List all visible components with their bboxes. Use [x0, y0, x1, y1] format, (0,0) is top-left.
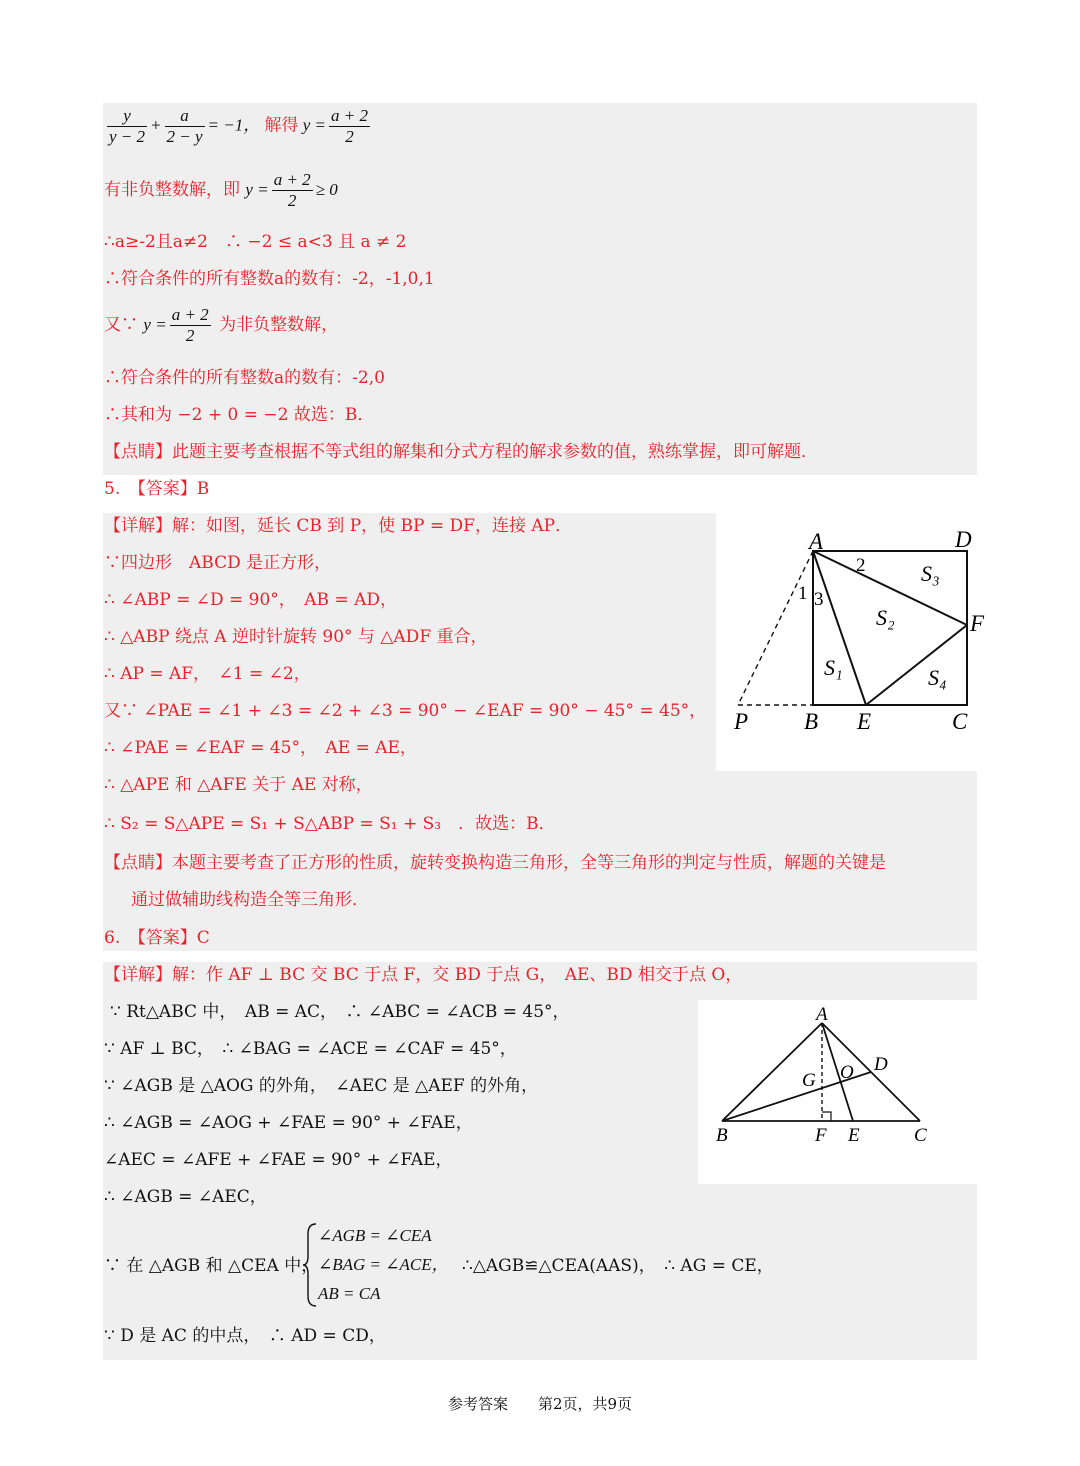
q6-line-4: ∵ ∠AGB 是 △AOG 的外角， ∠AEC 是 △AEF 的外角，	[104, 1076, 539, 1096]
system-brace	[302, 1222, 318, 1308]
q6-answer-header: 6. 【答案】C	[104, 928, 210, 948]
label-S4: S₄	[928, 665, 947, 690]
q6-line-1: 【详解】解：作 AF ⊥ BC 交 BC 于点 F，交 BD 于点 G， AE、BD 相交于点 O，	[104, 965, 743, 985]
label-D: D	[874, 1054, 888, 1075]
q5-line-8: ∴ △APE 和 △AFE 关于 AE 对称，	[104, 775, 373, 795]
page-footer: 参考答案 第2页，共9页	[447, 1395, 633, 1413]
q4-equation-line: $\frac{y}{y - 2}$ + $\frac{a}{2 - y}$ = −1， 解得 y = $\frac{a + 2}{2}$	[109, 106, 369, 146]
label-A: A	[809, 529, 824, 554]
q5-line-3: ∴ ∠ABP = ∠D = 90°， AB = AD，	[104, 590, 398, 610]
q4-line-3: ∴a≥-2且a≠2 ∴ −2 ≤ a<3 且 a ≠ 2	[104, 232, 407, 252]
label-1: 1	[798, 583, 808, 604]
label-B: B	[716, 1125, 728, 1146]
q6-line-6: ∠AEC = ∠AFE + ∠FAE = 90° + ∠FAE，	[104, 1150, 453, 1170]
label-C: C	[914, 1125, 927, 1146]
label-G: G	[802, 1070, 816, 1091]
label-A: A	[816, 1004, 828, 1025]
q5-line-6: 又∵ ∠PAE = ∠1 + ∠3 = ∠2 + ∠3 = 90° − ∠EAF = 90° − 45° = 45°，	[104, 701, 707, 721]
label-F: F	[970, 611, 985, 636]
q6-line-8-head: ∵ 在 △AGB 和 △CEA 中，	[104, 1256, 319, 1276]
label-3: 3	[814, 589, 824, 610]
q5-line-9: ∴ S₂ = S△APE = S₁ + S△ABP = S₁ + S₃ ．故选：B．	[104, 814, 556, 834]
q4-line-7: ∴其和为 −2 + 0 = −2 故选：B．	[104, 405, 375, 425]
q6-system-row-1: ∠AGB = ∠CEA	[318, 1226, 432, 1245]
q5-answer-header: 5. 【答案】B	[104, 479, 210, 499]
q4-comment: 【点睛】此题主要考查根据不等式组的解集和分式方程的解求参数的值，熟练掌握，即可解题．	[104, 442, 818, 462]
q4-line-2: 有非负整数解，即 y = $\frac{a + 2}{2}$ ≥ 0	[104, 170, 338, 210]
label-D: D	[955, 527, 972, 552]
label-C: C	[952, 709, 968, 734]
label-S2: S₂	[876, 605, 895, 630]
q5-line-4: ∴ △ABP 绕点 A 逆时针旋转 90° 与 △ADF 重合，	[104, 627, 488, 647]
q4-line-4: ∴符合条件的所有整数a的数有：-2，-1,0,1	[104, 269, 435, 289]
q4-line-6: ∴符合条件的所有整数a的数有：-2,0	[104, 368, 385, 388]
label-2: 2	[856, 555, 866, 576]
label-F: F	[815, 1125, 827, 1146]
q6-line-9: ∵ D 是 AC 的中点， ∴ AD = CD，	[104, 1326, 386, 1346]
q5-line-1: 【详解】解：如图，延长 CB 到 P，使 BP = DF，连接 AP．	[104, 516, 573, 536]
q6-line-8-tail: ∴△AGB≌△CEA(AAS)， ∴ AG = CE，	[462, 1256, 774, 1276]
q6-system-row-2: ∠BAG = ∠ACE，	[318, 1255, 449, 1274]
label-B: B	[804, 709, 819, 734]
q6-line-3: ∵ AF ⊥ BC， ∴ ∠BAG = ∠ACE = ∠CAF = 45°，	[104, 1039, 517, 1059]
label-S3: S₃	[921, 561, 940, 586]
q5-line-5: ∴ AP = AF， ∠1 = ∠2，	[104, 664, 311, 684]
label-O: O	[840, 1062, 854, 1083]
label-P: P	[734, 709, 749, 734]
q6-system-row-3: AB = CA	[318, 1284, 381, 1303]
q4-line-5: 又∵ y = $\frac{a + 2}{2}$ 为非负整数解，	[104, 305, 339, 345]
q6-line-2: ∵ Rt△ABC 中， AB = AC， ∴ ∠ABC = ∠ACB = 45°，	[110, 1002, 570, 1022]
q5-square-figure	[716, 513, 985, 771]
q5-comment: 【点睛】本题主要考查了正方形的性质，旋转变换构造三角形，全等三角形的判定与性质，解题的关键是	[104, 853, 886, 873]
q5-line-7: ∴ ∠PAE = ∠EAF = 45°， AE = AE，	[104, 738, 417, 758]
label-E: E	[857, 709, 872, 734]
label-E: E	[848, 1125, 860, 1146]
q5-comment-cont: 通过做辅助线构造全等三角形．	[131, 890, 369, 910]
q6-triangle-figure	[698, 1000, 977, 1184]
q5-line-2: ∵四边形 ABCD 是正方形，	[104, 553, 332, 573]
q6-line-5: ∴ ∠AGB = ∠AOG + ∠FAE = 90° + ∠FAE，	[104, 1113, 473, 1133]
label-S1: S₁	[824, 655, 843, 680]
q6-line-7: ∴ ∠AGB = ∠AEC，	[104, 1187, 267, 1207]
